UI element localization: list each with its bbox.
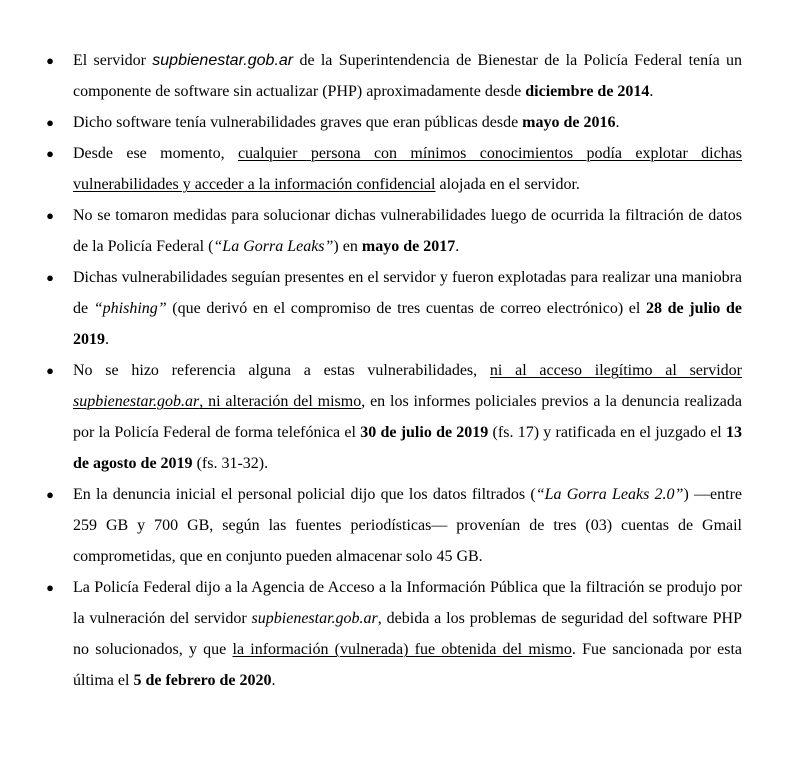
item-text: . (649, 83, 654, 100)
bullet-icon: ● (46, 363, 54, 378)
server-name: supbienestar.gob.ar (251, 610, 378, 627)
date-bold: 28 de julio de 2019 (73, 300, 743, 348)
item-text: El servidor (73, 52, 153, 69)
bullet-icon: ● (46, 146, 54, 161)
underlined-text: cualquier persona con mínimos conocimientos podía explotar dichas vulnerabilidades y acceder a la información confidencial (73, 145, 742, 193)
bullet-icon: ● (46, 580, 54, 595)
bullet-icon: ● (46, 115, 54, 130)
bullet-icon: ● (46, 208, 54, 223)
item-text: . Fue sancionada por esta última el (73, 641, 742, 689)
item-text: . (455, 238, 460, 255)
list-item (0, 200, 742, 262)
leak-name: “La Gorra Leaks 2.0” (535, 486, 684, 503)
server-name: supbienestar.gob.ar (152, 52, 294, 69)
item-text: ) en (333, 238, 362, 255)
leak-name: “La Gorra Leaks” (213, 238, 334, 255)
list-item (0, 355, 742, 479)
date-bold: mayo de 2016 (522, 114, 616, 131)
list-item (0, 479, 742, 572)
date-bold: 5 de febrero de 2020 (133, 672, 272, 689)
list-item (0, 262, 742, 355)
item-text: alojada en el servidor. (435, 176, 580, 193)
list-item (0, 138, 742, 200)
item-text: Dicho software tenía vulnerabilidades graves que eran públicas desde (73, 114, 523, 131)
list-item (0, 45, 742, 107)
item-text: No se tomaron medidas para solucionar dichas vulnerabilidades luego de ocurrida la filtración de datos de la Policía Federal ( (73, 207, 742, 255)
date-bold: 13 de agosto de 2019 (73, 424, 742, 472)
date-bold: 30 de julio de 2019 (360, 424, 489, 441)
item-text: Dichas vulnerabilidades seguían presentes en el servidor y fueron explotadas para realizar una maniobra de (73, 269, 742, 317)
item-text: Desde ese momento, (73, 145, 238, 162)
underlined-text: , ni alteración del mismo (199, 393, 362, 410)
document-body (0, 45, 798, 696)
date-bold: mayo de 2017 (361, 238, 456, 255)
item-text: . (271, 672, 276, 689)
item-text: , en los informes policiales previos a la denuncia realizada por la Policía Federal de forma telefónica el (73, 393, 743, 441)
item-text: . (105, 331, 109, 348)
item-text: En la denuncia inicial el personal policial dijo que los datos filtrados ( (73, 486, 536, 503)
phishing-term: “phishing” (93, 300, 167, 317)
underlined-text: la información (vulnerada) fue obtenida del mismo (232, 641, 572, 658)
bullet-icon: ● (46, 270, 54, 285)
item-text: (fs. 17) y ratificada en el juzgado el (488, 424, 726, 441)
underlined-text: ni al acceso ilegítimo al servidor (489, 362, 742, 379)
server-name: supbienestar.gob.ar (73, 393, 200, 410)
bullet-icon: ● (46, 487, 54, 502)
list-item (0, 572, 742, 696)
date-bold: diciembre de 2014 (525, 83, 650, 100)
item-text: No se hizo referencia alguna a estas vulnerabilidades, (73, 362, 490, 379)
item-text: , debida a los problemas de seguridad del software PHP no solucionados, y que (73, 610, 743, 658)
item-text: (que derivó en el compromiso de tres cuentas de correo electrónico) el (166, 300, 646, 317)
item-text: La Policía Federal dijo a la Agencia de Acceso a la Información Pública que la filtración se produjo por la vulneración del servidor (73, 579, 742, 627)
list-item (0, 107, 742, 138)
item-text: (fs. 31-32). (192, 455, 269, 472)
item-text: ) —entre 259 GB y 700 GB, según las fuentes periodísticas— provenían de tres (03) cuentas de Gmail comprometidas, que en conjunto pueden almacenar solo 45 GB. (73, 486, 743, 565)
bullet-list (0, 45, 798, 696)
item-text: . (615, 114, 620, 131)
item-text: de la Superintendencia de Bienestar de la Policía Federal tenía un componente de software sin actualizar (PHP) aproximadamente desde (73, 52, 742, 100)
bullet-icon: ● (46, 53, 54, 68)
